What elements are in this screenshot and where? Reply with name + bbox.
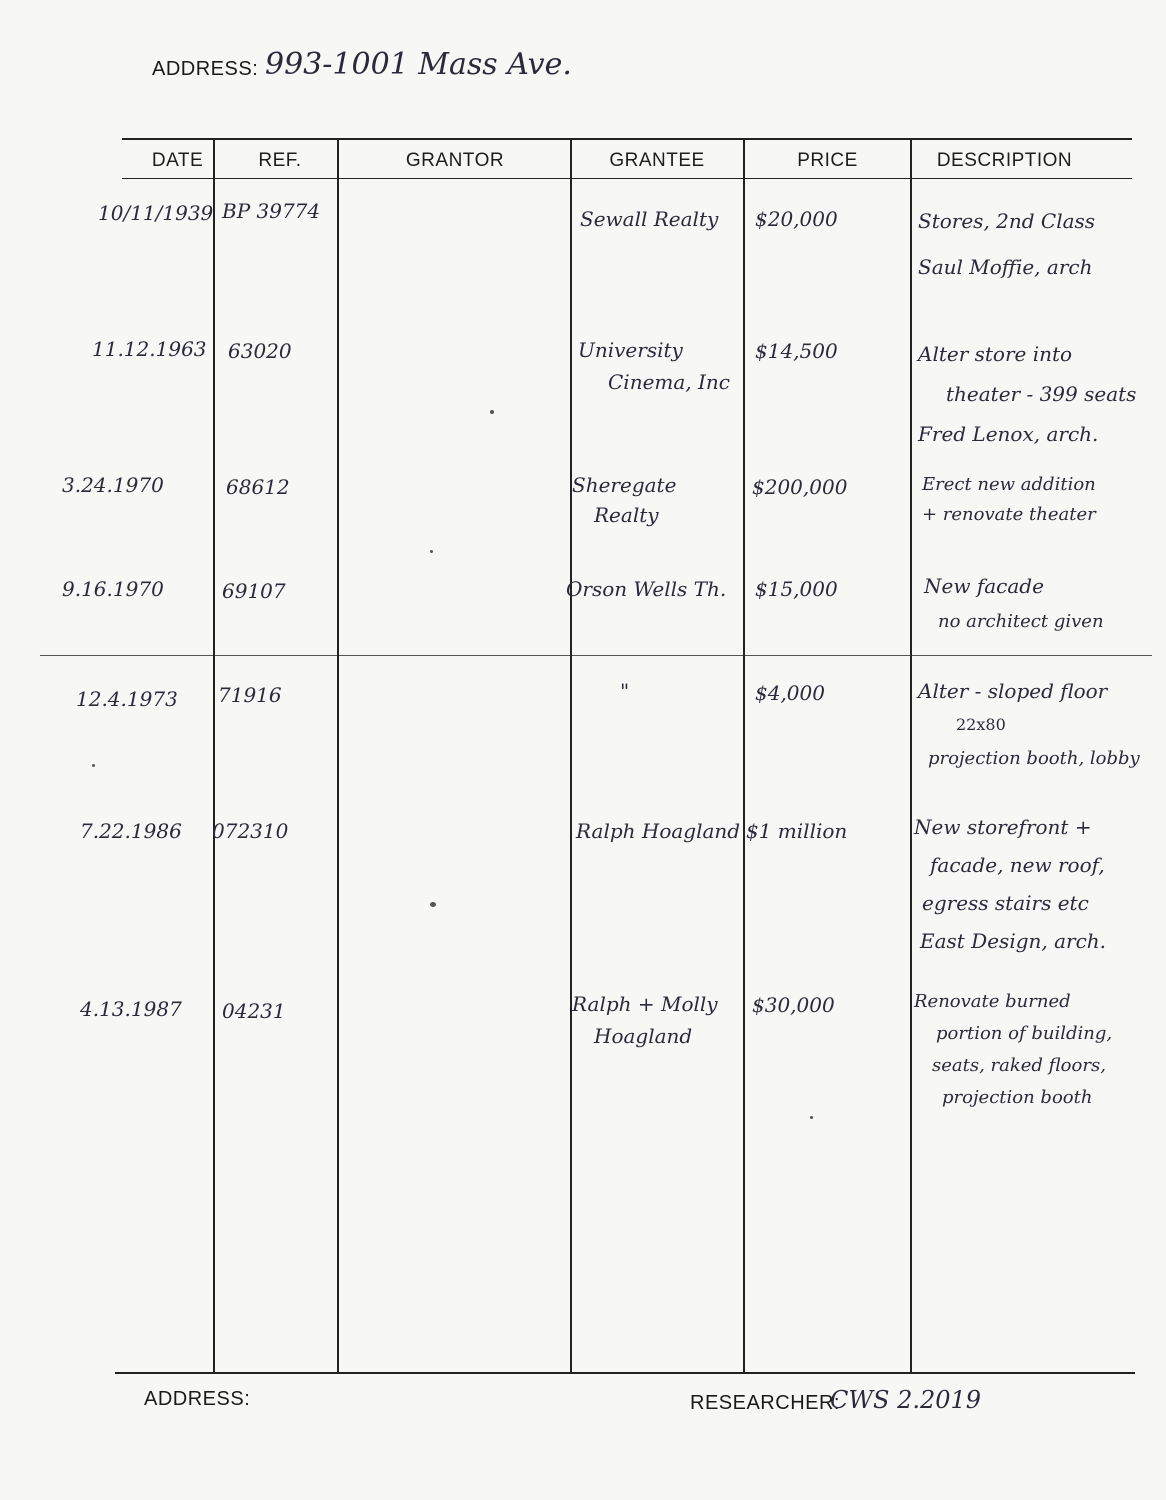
grantee-cell: Sheregate Realty xyxy=(572,473,677,527)
price-cell: $1 million xyxy=(746,819,848,843)
footer-address-label: ADDRESS: xyxy=(144,1388,251,1410)
address-value: 993-1001 Mass Ave. xyxy=(265,47,572,82)
ref-cell: 072310 xyxy=(212,819,289,843)
price-cell: $15,000 xyxy=(755,577,838,601)
column-divider-date-ref xyxy=(213,139,215,1372)
date-cell: 4.13.1987 xyxy=(80,997,182,1021)
ref-cell: 04231 xyxy=(222,999,286,1023)
column-divider-price-description xyxy=(910,139,912,1372)
table-header-rule xyxy=(122,178,1132,179)
description-cell: Alter store into theater - 399 seats Fred Lenox, arch. xyxy=(918,342,1137,446)
column-header-grantor: GRANTOR xyxy=(405,150,505,171)
scan-speck xyxy=(92,764,95,767)
ref-cell: 69107 xyxy=(222,579,286,603)
researcher-label: RESEARCHER: xyxy=(690,1392,840,1414)
column-header-description: DESCRIPTION xyxy=(936,150,1073,171)
date-cell: 10/11/1939 xyxy=(98,201,214,225)
column-divider-grantor-grantee xyxy=(570,139,572,1372)
address-label: ADDRESS: xyxy=(152,58,259,80)
description-cell: Stores, 2nd Class Saul Moffie, arch xyxy=(918,209,1096,279)
ref-cell: BP 39774 xyxy=(222,199,321,223)
ref-cell: 63020 xyxy=(228,339,292,363)
column-header-date: DATE xyxy=(151,150,204,171)
price-cell: $200,000 xyxy=(752,475,848,499)
grantee-cell: Sewall Realty xyxy=(580,207,719,231)
description-cell: Renovate burned portion of building, seats, raked floors, projection booth xyxy=(914,991,1113,1108)
grantee-cell: University Cinema, Inc xyxy=(578,338,731,394)
researcher-value: CWS 2.2019 xyxy=(830,1386,982,1414)
scan-speck xyxy=(810,1116,813,1119)
price-cell: $20,000 xyxy=(755,207,838,231)
column-divider-grantee-price xyxy=(743,139,745,1372)
ref-cell: 68612 xyxy=(226,475,290,499)
scan-speck xyxy=(430,902,436,907)
description-cell: New storefront + facade, new roof, egress stairs etc East Design, arch. xyxy=(914,815,1107,953)
description-cell: New facade no architect given xyxy=(924,574,1104,632)
price-cell: $30,000 xyxy=(752,993,835,1017)
grantee-cell: Ralph + Molly Hoagland xyxy=(572,992,718,1048)
date-cell: 9.16.1970 xyxy=(62,577,164,601)
date-cell: 11.12.1963 xyxy=(92,337,207,361)
price-cell: $14,500 xyxy=(755,339,838,363)
date-cell: 7.22.1986 xyxy=(80,819,182,843)
column-header-grantee: GRANTEE xyxy=(609,150,705,171)
column-header-ref: REF. xyxy=(258,150,302,171)
row-divider xyxy=(40,655,1152,656)
grantee-cell: " xyxy=(620,679,630,703)
column-divider-ref-grantor xyxy=(337,139,339,1372)
grantee-cell: Orson Wells Th. xyxy=(566,577,727,601)
grantee-cell: Ralph Hoagland xyxy=(576,819,741,843)
scan-speck xyxy=(430,550,433,553)
column-header-price: PRICE xyxy=(797,150,858,171)
table-top-rule xyxy=(122,138,1132,140)
scan-speck xyxy=(490,410,494,414)
price-cell: $4,000 xyxy=(755,681,825,705)
table-bottom-rule xyxy=(115,1372,1135,1374)
ref-cell: 71916 xyxy=(218,683,282,707)
description-cell: Alter - sloped floor 22x80 projection booth, lobby xyxy=(918,679,1140,769)
date-cell: 3.24.1970 xyxy=(62,473,164,497)
date-cell: 12.4.1973 xyxy=(76,687,178,711)
description-cell: Erect new addition + renovate theater xyxy=(922,474,1096,525)
